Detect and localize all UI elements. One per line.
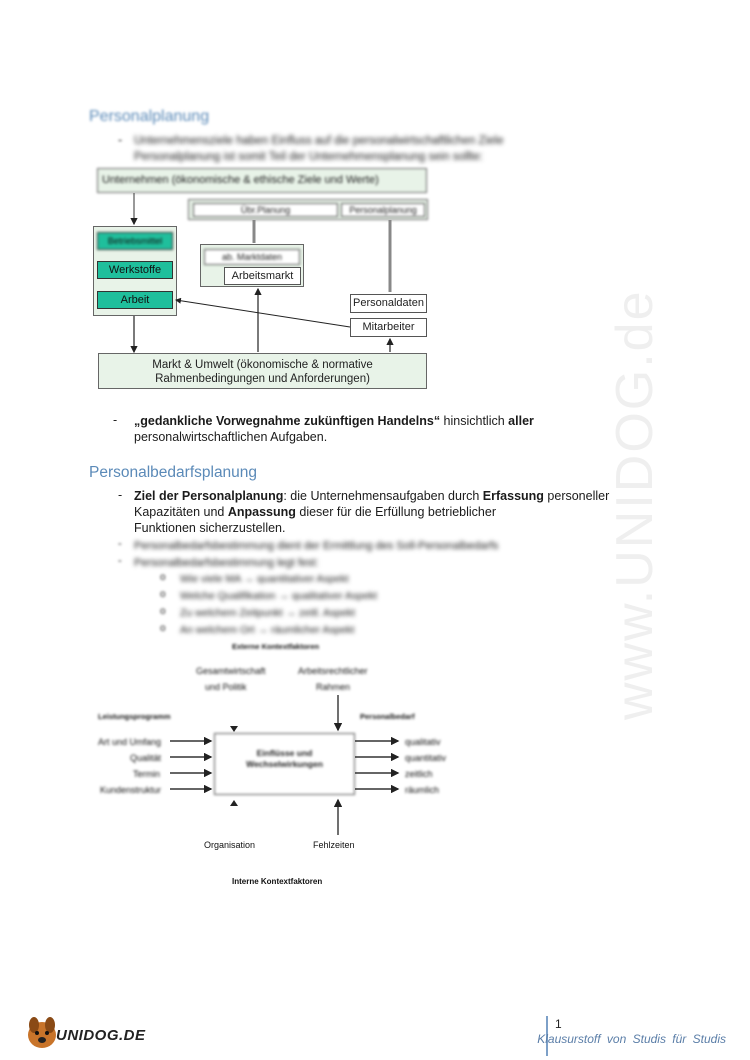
diagram-box-betriebsmittel: Betriebsmittel	[97, 232, 173, 250]
sub-item: An welchem Ort → räumlicher Aspekt	[180, 624, 355, 636]
bold-quote: „gedankliche Vorwegnahme zukünftigen Handelns“	[134, 414, 441, 428]
text: personeller	[543, 489, 610, 503]
label-out4: räumlich	[405, 785, 440, 795]
footer-tagline: Klausurstoff von Studis für Studis	[537, 1032, 726, 1046]
label-leistung: Leistungsprogramm	[98, 712, 171, 721]
bold-anpassung: Anpassung	[227, 505, 296, 519]
diagram-box-werkstoffe: Werkstoffe	[97, 261, 173, 279]
diagram-box-personaldaten: Personaldaten	[350, 294, 427, 313]
bullet-ziel	[134, 488, 609, 504]
bullet-text: Personalplanung ist somit Teil der Unternehmensplanung sein sollte:	[134, 151, 483, 163]
section-heading-personalbedarfsplanung: Personalbedarfsplanung	[89, 464, 258, 481]
text: hinsichtlich	[440, 414, 509, 428]
label-in3: Termin	[133, 769, 161, 779]
bold-erfassung: Erfassung	[482, 489, 544, 503]
bullet-dash: -	[118, 555, 122, 567]
diagram-box-unternehmen: Unternehmen (ökonomische & ethische Ziele und Werte)	[97, 168, 427, 193]
diagram-box-uebr-planung: Übr.Planung	[193, 203, 338, 217]
logo-text: UNIDOG.DE	[56, 1027, 146, 1044]
diagram-box-ab-maerkte: ab. Marktdaten	[204, 249, 300, 265]
sub-item: Welche Qualifikation → qualitativer Aspekt	[180, 590, 378, 602]
bullet-text: Personalbedarfsbestimmung dient der Ermittlung des Soll-Personalbedarfs	[134, 540, 499, 552]
bold-ziel: Ziel der Personalplanung	[134, 489, 284, 503]
sub-marker: o	[160, 589, 166, 600]
footer-logo	[22, 1015, 152, 1051]
bullet-vorwegnahme	[134, 413, 534, 429]
section-heading-personalplanung: Personalplanung	[89, 108, 210, 125]
bullet-dash: -	[118, 488, 123, 502]
diagram-box-markt-umwelt-line1: Markt & Umwelt (ökonomische & normative	[152, 359, 373, 371]
label-out3: zeitlich	[405, 769, 433, 779]
diagram-box-arbeitsmarkt: Arbeitsmarkt	[224, 267, 301, 285]
bullet-dash: -	[118, 538, 122, 550]
label-externe: Externe Kontextfaktoren	[232, 642, 320, 651]
sub-marker: o	[160, 623, 166, 634]
label-gesamt2: und Politik	[205, 682, 247, 692]
label-out1: qualitativ	[405, 737, 441, 747]
watermark: www.UNIDOG.de	[606, 289, 664, 720]
label-personalbedarf: Personalbedarf	[360, 712, 415, 721]
text: dieser für die Erfüllung betrieblicher	[295, 505, 496, 519]
label-interne: Interne Kontextfaktoren	[232, 877, 323, 886]
label-gesamt1: Gesamtwirtschaft	[196, 666, 266, 676]
bullet-text: Personalbedarfsbestimmung legt fest:	[134, 557, 319, 569]
label-in1: Art und Umfang	[98, 737, 162, 747]
diagram2-arrows	[0, 640, 750, 840]
label-in4: Kundenstruktur	[100, 785, 162, 795]
sub-item: Zu welchem Zeitpunkt → zeitl. Aspekt	[180, 607, 356, 619]
label-in2: Qualität	[130, 753, 162, 763]
bullet-ziel-line3: Funktionen sicherzustellen.	[134, 521, 286, 532]
label-fehlzeiten: Fehlzeiten	[313, 840, 355, 850]
page-number: 1	[555, 1017, 562, 1031]
bold-aller: aller	[508, 414, 534, 428]
center-line1: Einflüsse und	[256, 748, 313, 758]
bullet-ziel-line2	[134, 504, 496, 520]
diagram-box-mitarbeiter: Mitarbeiter	[350, 318, 427, 337]
sub-marker: o	[160, 572, 166, 583]
diagram-box-markt-umwelt-line2: Rahmenbedingungen und Anforderungen)	[155, 373, 370, 385]
bullet-dash: -	[118, 133, 123, 147]
bullet-dash: -	[113, 413, 118, 427]
text: Kapazitäten und	[134, 505, 228, 519]
label-out2: quantitativ	[405, 753, 447, 763]
label-arbeit1: Arbeitsrechtlicher	[298, 666, 368, 676]
sub-marker: o	[160, 606, 166, 617]
diagram-arrows	[0, 0, 750, 400]
label-organisation: Organisation	[204, 840, 256, 850]
label-arbeit2: Rahmen	[316, 682, 351, 692]
diagram-box-personalplanung: Personalplanung	[341, 203, 425, 217]
bullet-text: Unternehmensziele haben Einfluss auf die personalwirtschaftlichen Ziele	[134, 135, 504, 147]
bullet-vorwegnahme-line2: personalwirtschaftlichen Aufgaben.	[134, 430, 328, 444]
text: : die Unternehmensaufgaben durch	[283, 489, 483, 503]
center-line2: Wechselwirkungen	[246, 759, 323, 769]
diagram-box-arbeit: Arbeit	[97, 291, 173, 309]
sub-item: Wie viele MA → quantitativer Aspekt	[180, 573, 349, 585]
